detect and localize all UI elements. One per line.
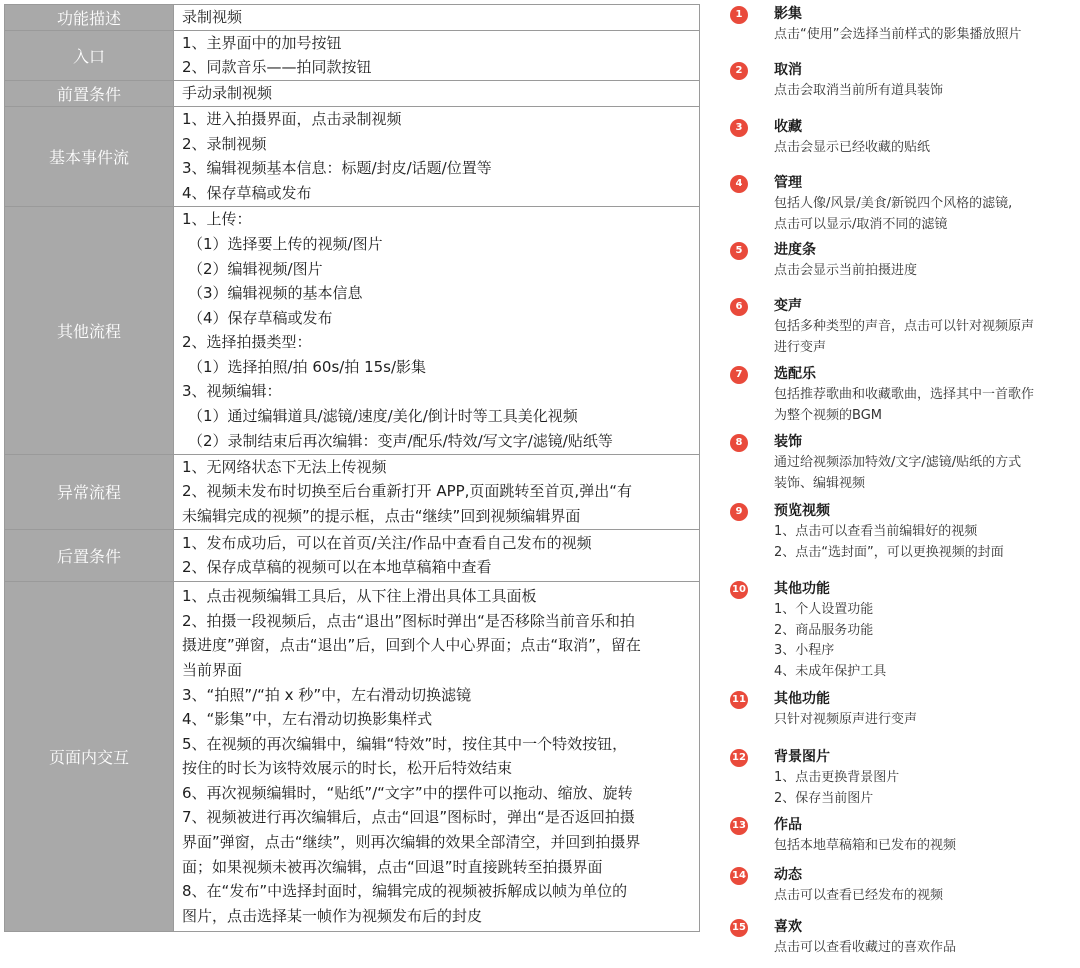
- number-badge: 8: [730, 434, 748, 452]
- legend-description: 包括本地草稿箱和已发布的视频: [774, 838, 957, 853]
- legend-description: 只针对视频原声进行变声: [774, 712, 918, 727]
- content-line: 未编辑完成的视频”的提示框，点击“继续”回到视频编辑界面: [182, 507, 581, 526]
- legend-item: [730, 579, 1080, 682]
- legend-description: 点击可以显示/取消不同的滤镜: [774, 216, 948, 232]
- spec-table: [4, 4, 700, 932]
- content-line: 5、在视频的再次编辑中，编辑“特效”时，按住其中一个特效按钮，: [182, 734, 628, 753]
- legend-title: 变声: [774, 298, 802, 314]
- legend-item: [730, 747, 1080, 809]
- content-line: 1、无网络状态下无法上传视频: [182, 457, 387, 476]
- content-line: 当前界面: [182, 660, 243, 679]
- legend-description: 为整个视频的BGM: [774, 407, 882, 423]
- legend-item: [730, 117, 1080, 159]
- legend-item: [730, 240, 1080, 282]
- legend-item: [730, 689, 1080, 731]
- row-content: [174, 581, 700, 931]
- content-line: （2）录制结束后再次编辑：变声/配乐/特效/写文字/滤镜/贴纸等: [188, 431, 613, 450]
- spec-table-body: [5, 5, 700, 932]
- legend-description: 点击可以查看已经发布的视频: [774, 888, 944, 903]
- content-line: （1）选择要上传的视频/图片: [188, 234, 383, 253]
- legend-description: 1、点击可以查看当前编辑好的视频: [774, 524, 978, 539]
- table-row: [5, 581, 700, 931]
- legend-description: 进行变声: [774, 339, 827, 355]
- row-label: 异常流程: [5, 454, 174, 529]
- legend-item: [730, 432, 1080, 494]
- legend-description: 包括人像/风景/美食/新锐四个风格的滤镜,: [774, 196, 1013, 211]
- legend-title: 影集: [774, 6, 802, 22]
- legend-description: 2、保存当前图片: [774, 790, 874, 806]
- content-line: 图片，点击选择某一帧作为视频发布后的封皮: [182, 906, 483, 925]
- legend-description: 点击会显示已经收藏的贴纸: [774, 140, 931, 155]
- table-row: [5, 106, 700, 206]
- content-line: 手动录制视频: [182, 83, 273, 102]
- number-badge: 10: [730, 581, 748, 599]
- content-line: 8、在“发布”中选择封面时，编辑完成的视频被拆解成以帧为单位的: [182, 882, 628, 901]
- content-line: 1、点击视频编辑工具后，从下往上滑出具体工具面板: [182, 587, 537, 606]
- legend-description: 装饰、编辑视频: [774, 475, 866, 491]
- row-label: 入口: [5, 30, 174, 80]
- table-row: [5, 529, 700, 581]
- content-line: 3、视频编辑：: [182, 382, 282, 401]
- legend-item: [730, 4, 1080, 46]
- table-row: [5, 454, 700, 529]
- row-label: 前置条件: [5, 80, 174, 106]
- number-badge: 3: [730, 119, 748, 137]
- legend-item: [730, 917, 1080, 959]
- legend-title: 选配乐: [774, 366, 816, 382]
- legend-title: 管理: [774, 175, 802, 191]
- content-line: 4、“影集”中，左右滑动切换影集样式: [182, 710, 433, 729]
- table-row: [5, 206, 700, 454]
- number-badge: 15: [730, 919, 748, 937]
- legend-item: [730, 364, 1080, 426]
- number-badge: 2: [730, 62, 748, 80]
- row-label: 页面内交互: [5, 581, 174, 931]
- row-content: [174, 206, 700, 454]
- legend-title: 收藏: [774, 119, 802, 135]
- content-line: 1、发布成功后，可以在首页/关注/作品中查看自己发布的视频: [182, 533, 592, 552]
- legend-item: [730, 501, 1080, 563]
- content-line: 录制视频: [182, 8, 243, 26]
- number-badge: 1: [730, 6, 748, 24]
- legend-description: 点击可以查看收藏过的喜欢作品: [774, 940, 957, 955]
- legend-description: 点击会取消当前所有道具装饰: [774, 83, 944, 98]
- content-line: 1、上传：: [182, 210, 252, 229]
- number-badge: 6: [730, 298, 748, 316]
- legend-description: 4、未成年保护工具: [774, 663, 887, 679]
- row-content: [174, 454, 700, 529]
- legend-title: 背景图片: [774, 749, 830, 765]
- legend-title: 装饰: [774, 434, 802, 450]
- number-badge: 9: [730, 503, 748, 521]
- number-badge: 5: [730, 242, 748, 260]
- content-line: 6、再次视频编辑时，“贴纸”/“文字”中的摆件可以拖动、缩放、旋转: [182, 783, 633, 802]
- number-badge: 13: [730, 817, 748, 835]
- content-line: （1）通过编辑道具/滤镜/速度/美化/倒计时等工具美化视频: [188, 407, 578, 426]
- legend-description: 包括多种类型的声音，点击可以针对视频原声: [774, 319, 1035, 334]
- legend-description: 2、点击“选封面”，可以更换视频的封面: [774, 544, 1004, 560]
- legend-description: 2、商品服务功能: [774, 622, 874, 638]
- legend-description: 通过给视频添加特效/文字/滤镜/贴纸的方式: [774, 455, 1022, 470]
- content-line: 面；如果视频未被再次编辑，点击“回退”时直接跳转至拍摄界面: [182, 857, 603, 876]
- row-content: [174, 529, 700, 581]
- content-line: （2）编辑视频/图片: [188, 259, 323, 278]
- legend-title: 其他功能: [774, 581, 830, 597]
- content-line: 7、视频被进行再次编辑后，点击“回退”图标时，弹出“是否返回拍摄: [182, 808, 635, 827]
- legend-title: 进度条: [774, 242, 816, 258]
- table-row: [5, 30, 700, 80]
- legend-title: 动态: [774, 867, 802, 883]
- row-content: [174, 30, 700, 80]
- legend-description: 1、点击更换背景图片: [774, 770, 900, 785]
- legend-item: [730, 815, 1080, 857]
- number-badge: 14: [730, 867, 748, 885]
- row-content: [174, 5, 700, 31]
- row-label: 基本事件流: [5, 106, 174, 206]
- content-line: （4）保存草稿或发布: [188, 308, 333, 327]
- content-line: 3、编辑视频基本信息：标题/封皮/话题/位置等: [182, 159, 492, 178]
- legend-item: [730, 173, 1080, 235]
- row-label: 其他流程: [5, 206, 174, 454]
- table-row: [5, 5, 700, 31]
- legend-title: 其他功能: [774, 691, 830, 707]
- legend-description: 1、个人设置功能: [774, 602, 874, 617]
- row-label: 后置条件: [5, 529, 174, 581]
- legend-item: [730, 296, 1080, 358]
- legend-title: 取消: [774, 62, 802, 78]
- content-line: 3、“拍照”/“拍 x 秒”中，左右滑动切换滤镜: [182, 685, 472, 704]
- number-badge: 11: [730, 691, 748, 709]
- legend-description: 点击会显示当前拍摄进度: [774, 263, 918, 278]
- content-line: 界面”弹窗，点击“继续”，则再次编辑的效果全部清空，并回到拍摄界: [182, 833, 641, 852]
- content-line: 2、录制视频: [182, 134, 267, 153]
- legend-item: [730, 60, 1080, 102]
- table-row: [5, 80, 700, 106]
- content-line: 1、主界面中的加号按钮: [182, 33, 342, 52]
- content-line: 2、拍摄一段视频后，点击“退出”图标时弹出“是否移除当前音乐和拍: [182, 611, 635, 630]
- legend-title: 预览视频: [774, 503, 830, 519]
- content-line: 1、进入拍摄界面，点击录制视频: [182, 110, 402, 129]
- content-line: 2、同款音乐——拍同款按钮: [182, 58, 372, 77]
- content-line: 4、保存草稿或发布: [182, 183, 312, 202]
- content-line: 2、选择拍摄类型：: [182, 333, 312, 352]
- content-line: 2、保存成草稿的视频可以在本地草稿箱中查看: [182, 558, 492, 577]
- row-content: [174, 80, 700, 106]
- legend-description: 3、小程序: [774, 643, 835, 658]
- row-content: [174, 106, 700, 206]
- content-line: 按住的时长为该特效展示的时长，松开后特效结束: [182, 759, 513, 778]
- content-line: 摄进度”弹窗，点击“退出”后，回到个人中心界面；点击“取消”，留在: [182, 636, 641, 655]
- number-badge: 12: [730, 749, 748, 767]
- legend-description: 包括推荐歌曲和收藏歌曲，选择其中一首歌作: [774, 387, 1035, 402]
- number-badge: 4: [730, 175, 748, 193]
- number-badge: 7: [730, 366, 748, 384]
- content-line: 2、视频未发布时切换至后台重新打开 APP,页面跳转至首页,弹出“有: [182, 482, 632, 501]
- content-line: （3）编辑视频的基本信息: [188, 284, 363, 303]
- content-line: （1）选择拍照/拍 60s/拍 15s/影集: [188, 357, 427, 376]
- legend-item: [730, 865, 1080, 907]
- legend-title: 喜欢: [774, 919, 802, 935]
- legend-title: 作品: [774, 817, 802, 833]
- legend-description: 点击“使用”会选择当前样式的影集播放照片: [774, 27, 1022, 42]
- row-label: 功能描述: [5, 5, 174, 31]
